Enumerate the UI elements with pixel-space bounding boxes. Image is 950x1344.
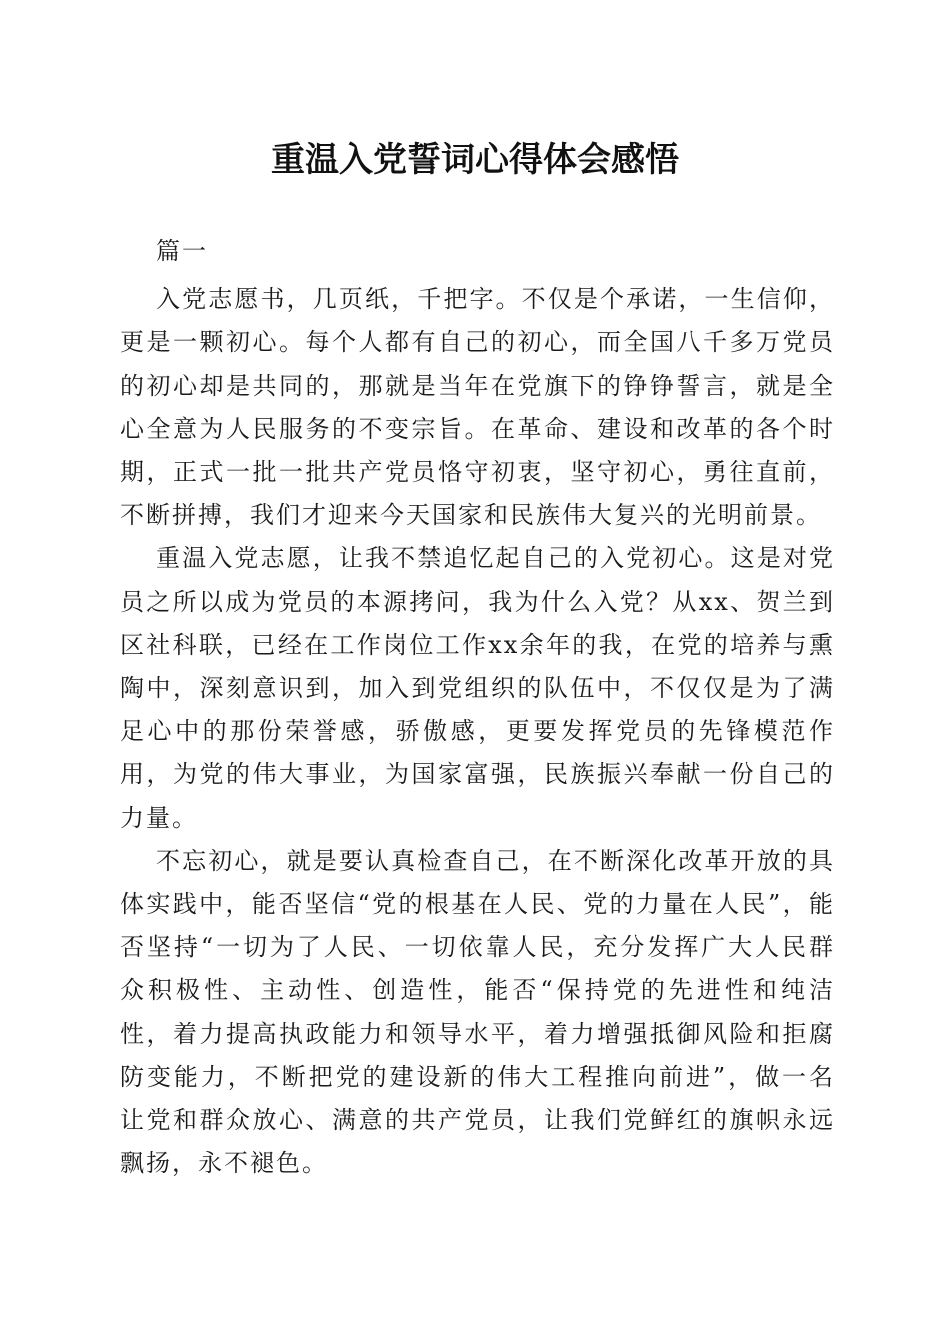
paragraph-3: 不忘初心，就是要认真检查自己，在不断深化改革开放的具体实践中，能否坚信“党的根基在人民、党的力量在人民”，能否坚持“一切为了人民、一切依靠人民，充分发挥广大人民群众积极性、主动性、创造性，能否“保持党的先进性和纯洁性，着力提高执政能力和领导水平，着力增强抵御风险和拒腐防变能力，不断把党的建设新的伟大工程推向前进”，做一名让党和群众放心、满意的共产党员，让我们党鲜红的旗帜永远飘扬，永不褪色。 (120, 846, 835, 1178)
paragraph-1: 入党志愿书，几页纸，千把字。不仅是个承诺，一生信仰，更是一颗初心。每个人都有自己的初心，而全国八千多万党员的初心却是共同的，那就是当年在党旗下的铮铮誓言，就是全心全意为人民服务的不变宗旨。在革命、建设和改革的各个时期，正式一批一批共产党员恪守初衷，坚守初心，勇往直前，不断拼搏，我们才迎来今天国家和民族伟大复兴的光明前景。 (120, 285, 835, 530)
paragraph-2: 重温入党志愿，让我不禁追忆起自己的入党初心。这是对党员之所以成为党员的本源拷问，我为什么入党？从xx、贺兰到区社科联，已经在工作岗位工作xx余年的我，在党的培养与熏陶中，深刻意识到，加入到党组织的队伍中，不仅仅是为了满足心中的那份荣誉感，骄傲感，更要发挥党员的先锋模范作用，为党的伟大事业，为国家富强，民族振兴奉献一份自己的力量。 (120, 544, 835, 832)
document-title: 重温入党誓词心得体会感悟 (271, 140, 679, 180)
document-body (120, 230, 835, 1185)
section-label: 篇一 (156, 237, 208, 265)
